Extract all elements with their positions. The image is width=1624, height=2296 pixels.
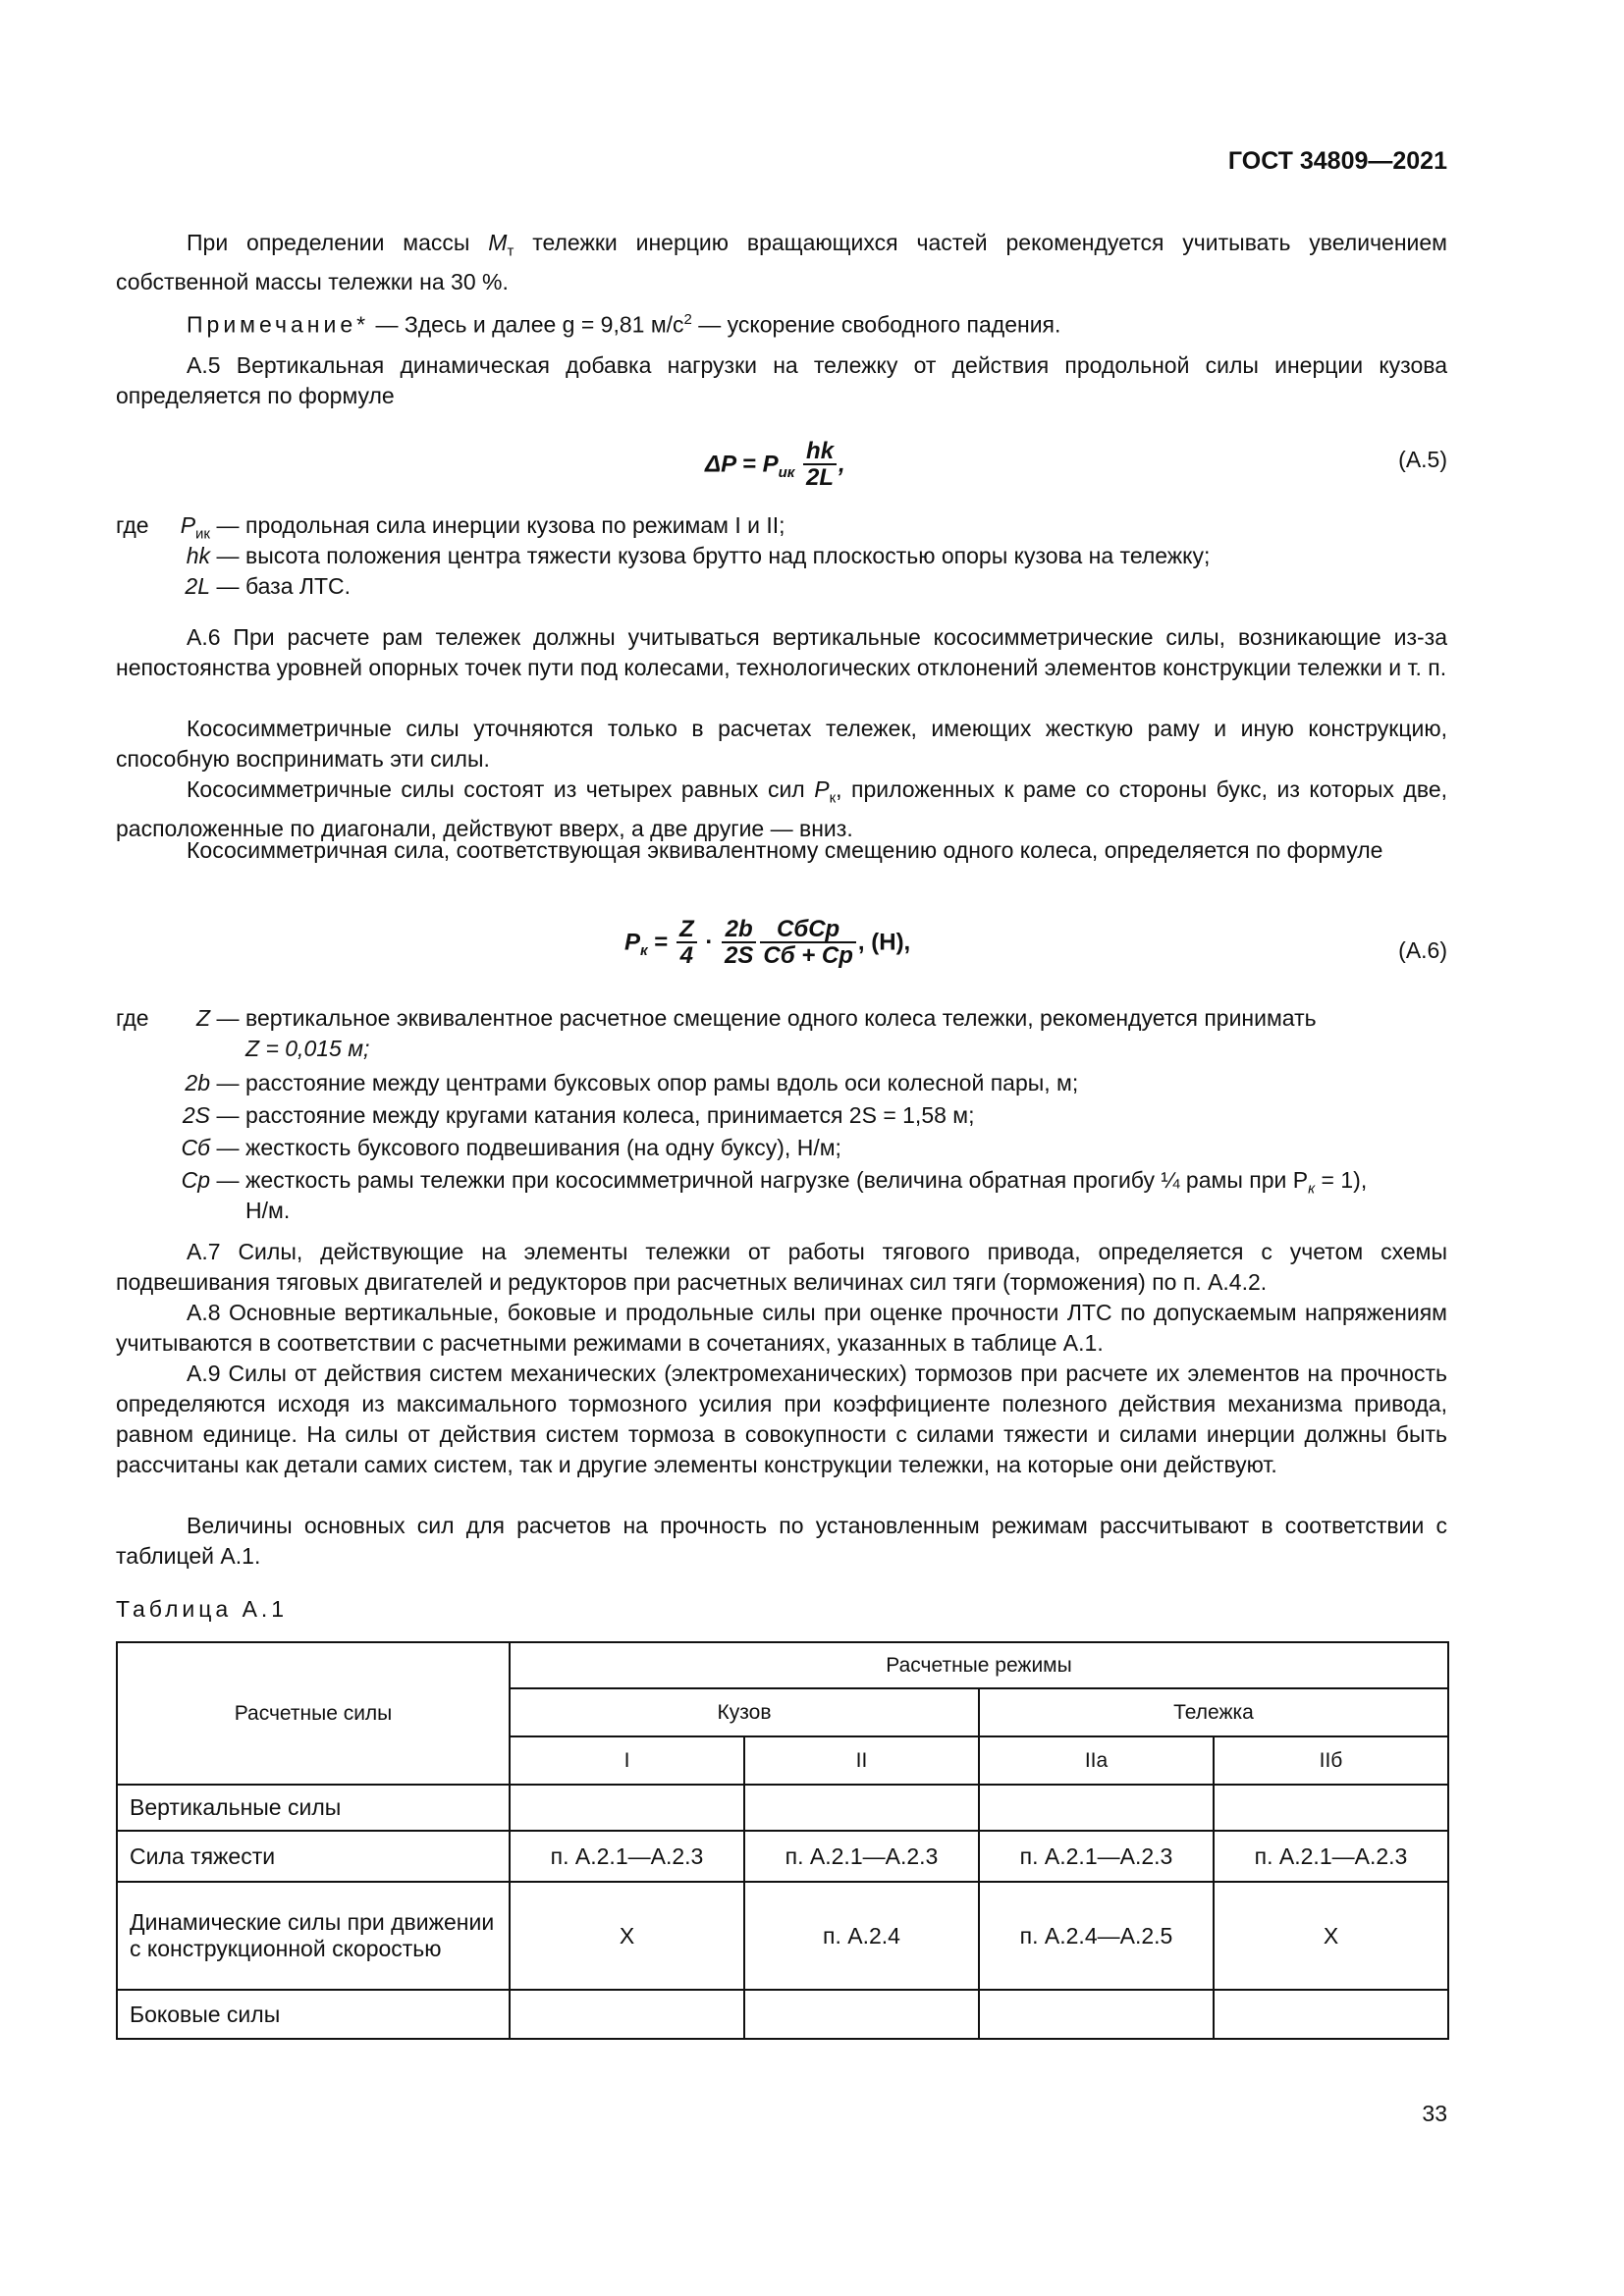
table-caption: Таблица А.1 — [116, 1596, 289, 1622]
section-a6-p4: Кососимметричная сила, соответствующая эквивалентному смещению одного колеса, определяется по формуле — [187, 837, 1383, 863]
where-list-a6 — [116, 1003, 1447, 1239]
table-cell — [1214, 1990, 1448, 2039]
table-cell: X — [510, 1882, 744, 1990]
row-label: Боковые силы — [117, 1990, 510, 2039]
section-a8: А.8 Основные вертикальные, боковые и продольные силы при оценке прочности ЛТС по допускаемым напряжениям учитываются в соответствии с расчетными режимами в сочетаниях, указанных в таблице А.1. — [116, 1300, 1447, 1356]
where-item: 2b — расстояние между центрами буксовых опор рамы вдоль оси колесной пары, м; — [185, 1070, 1079, 1095]
where-item: где Z — вертикальное эквивалентное расчетное смещение одного колеса тележки, рекомендуется принимать — [116, 1005, 1317, 1031]
where-item: Cб — жесткость буксового подвешивания (на одну буксу), Н/м; — [181, 1135, 841, 1160]
table-cell — [979, 1785, 1214, 1831]
where-item-continuation: Н/м. — [245, 1198, 291, 1223]
table-row — [117, 1785, 1448, 1831]
page-number: 33 — [1422, 2101, 1447, 2126]
header-modes: Расчетные режимы — [510, 1642, 1448, 1688]
table-row — [117, 1831, 1448, 1882]
where-item-continuation: Z = 0,015 м; — [245, 1036, 370, 1061]
row-label: Динамические силы при движении с конструкционной скоростью — [117, 1882, 510, 1990]
header-col: II — [744, 1736, 979, 1785]
formula-a5-fraction: $\frac{hk}{2L}$ — [803, 440, 837, 491]
equation-number-a6: (А.6) — [1398, 937, 1447, 963]
table-cell: п. А.2.4—А.2.5 — [979, 1882, 1214, 1990]
table-cell: п. А.2.4 — [744, 1882, 979, 1990]
section-a6-p3: Кососимметричные силы состоят из четырех равных сил $P_к$, приложенных к раме со стороны букс, из которых две, расположенные по диагонали, действуют вверх, а две другие — вниз. — [116, 776, 1447, 841]
intro-paragraph: При определении массы $M_т$ тележки инерцию вращающихся частей рекомендуется учитывать увеличением собственной массы тележки на 30 %. — [116, 230, 1447, 294]
table-cell: п. А.2.1—А.2.3 — [1214, 1831, 1448, 1882]
table-cell: X — [1214, 1882, 1448, 1990]
table-header-row — [117, 1642, 1448, 1688]
table-cell — [510, 1990, 744, 2039]
where-item: 2L — база ЛТС. — [185, 573, 352, 599]
formula-a6-fraction-3: $\frac{\text{CбCp}}{Cб + Cp}$ — [760, 918, 856, 969]
table-cell — [510, 1785, 744, 1831]
where-item: где $P_{ик}$ — продольная сила инерции кузова по режимам I и II; — [116, 512, 785, 543]
table-cell: п. А.2.1—А.2.3 — [744, 1831, 979, 1882]
section-a9: А.9 Силы от действия систем механических (электромеханических) тормозов при расчете их элементов на прочность определяются исходя из максимального тормозного усилия при коэффициенте полезного действия механизма привода, равном единице. На силы от действия систем тормоза в совокупности с силами тяжести и силами инерции должны быть рассчитаны как детали самих систем, так и другие элементы конструкции тележки, на которые они действуют. — [116, 1361, 1447, 1477]
table-cell — [979, 1990, 1214, 2039]
section-a5-text: А.5 Вертикальная динамическая добавка нагрузки на тележку от действия продольной силы инерции кузова определяется по формуле — [116, 352, 1447, 408]
header-forces: Расчетные силы — [117, 1642, 510, 1785]
section-a7: А.7 Силы, действующие на элементы тележки от работы тягового привода, определяется с учетом схемы подвешивания тяговых двигателей и редукторов при расчетных величинах сил тяги (торможения) по п. А.4.2. — [116, 1239, 1447, 1295]
table-a1 — [116, 1641, 1449, 2040]
table-row — [117, 1882, 1448, 1990]
document-id: ГОСТ 34809—2021 — [1227, 147, 1447, 175]
note-paragraph: Примечание* — Здесь и далее g = 9,81 $м/с^2$ — ускорение свободного падения. — [187, 311, 1061, 338]
where-item: 2S — расстояние между кругами катания колеса, принимается 2S = 1,58 м; — [182, 1102, 975, 1128]
table-cell: п. А.2.1—А.2.3 — [979, 1831, 1214, 1882]
section-a6-p1: А.6 При расчете рам тележек должны учитываться вертикальные кососимметрические силы, возникающие из-за непостоянства уровней опорных точек пути под колесами, технологических отклонений элементов конструкции тележки и т. п. — [116, 624, 1447, 680]
formula-a6: $P_к$ = $\frac{Z}{4}$ · $\frac{2b}{2S}$ $\frac{\text{CбCp}}{Cб + Cp}$ , (Н), — [624, 916, 911, 969]
formula-a6-fraction-1: $\frac{Z}{4}$ — [677, 918, 697, 969]
table-cell — [744, 1990, 979, 2039]
table-cell: п. А.2.1—А.2.3 — [510, 1831, 744, 1882]
table-cell — [744, 1785, 979, 1831]
equation-number-a5: (А.5) — [1398, 447, 1447, 472]
formula-a5: $\Delta P = P_{ик}$ $\frac{hk}{2L}$ , — [705, 438, 845, 491]
where-item: Cp — жесткость рамы тележки при кососимметричной нагрузке (величина обратная прогибу ¼ рамы при $P_к = 1$), — [181, 1167, 1368, 1198]
header-bogie: Тележка — [979, 1688, 1448, 1736]
header-col: IIа — [979, 1736, 1214, 1785]
formula-a6-fraction-2: $\frac{2b}{2S}$ — [722, 918, 756, 969]
section-a10: Величины основных сил для расчетов на прочность по установленным режимам рассчитывают в соответствии с таблицей А.1. — [116, 1513, 1447, 1569]
table-row — [117, 1990, 1448, 2039]
header-col: IIб — [1214, 1736, 1448, 1785]
table-cell — [1214, 1785, 1448, 1831]
row-label: Сила тяжести — [117, 1831, 510, 1882]
where-item: hk — высота положения центра тяжести кузова брутто над плоскостью опоры кузова на тележку; — [186, 543, 1211, 568]
where-list-a5 — [116, 510, 1447, 609]
row-label: Вертикальные силы — [117, 1785, 510, 1831]
header-body: Кузов — [510, 1688, 979, 1736]
header-col: I — [510, 1736, 744, 1785]
section-a6-p2: Кососимметричные силы уточняются только в расчетах тележек, имеющих жесткую раму и иную конструкцию, способную воспринимать эти силы. — [116, 716, 1447, 772]
